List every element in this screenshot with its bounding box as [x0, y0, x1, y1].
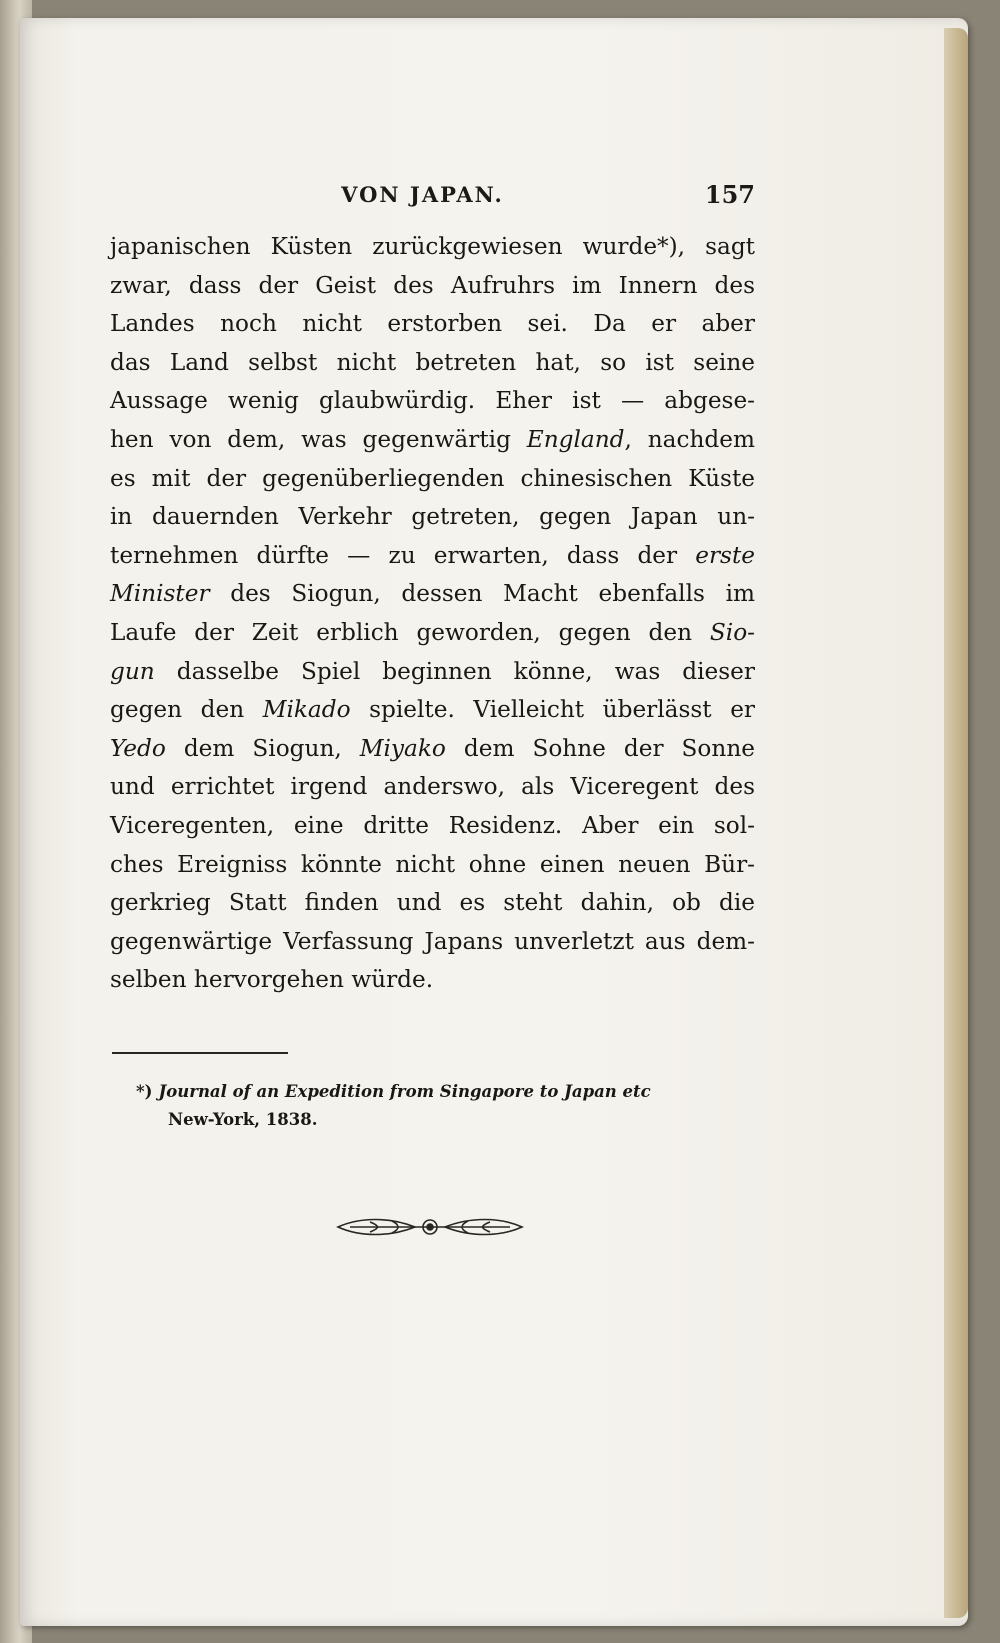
- text-line: ches Ereigniss könnte nicht ohne einen neuen Bür-: [110, 850, 755, 878]
- text-line: hen von dem, was gegenwärtig England, nachdem: [110, 425, 755, 453]
- footnote-rule: [112, 1052, 288, 1054]
- text-line: japanischen Küsten zurückgewiesen wurde*), sagt: [110, 233, 755, 260]
- footnote-citation-line: [136, 1078, 756, 1106]
- page-number: 157: [704, 180, 755, 209]
- text-line: ternehmen dürfte — zu erwarten, dass der erste: [110, 541, 755, 569]
- page-fore-edge: [944, 28, 968, 1618]
- text-line: Viceregenten, eine dritte Residenz. Aber ein sol-: [110, 811, 755, 839]
- italic-term: Mikado: [262, 696, 351, 724]
- italic-term: Yedo: [110, 734, 166, 762]
- italic-term: erste: [695, 541, 755, 569]
- running-title: VON JAPAN.: [341, 182, 504, 207]
- text-line: gerkrieg Statt finden und es steht dahin, ob die: [110, 889, 755, 917]
- footnote-citation: Journal of an Expedition from Singapore to Japan etc: [158, 1082, 651, 1101]
- text-line: Aussage wenig glaubwürdig. Eher ist — abgese-: [110, 387, 755, 415]
- text-line: gegen den Mikado spielte. Vielleicht überlässt er: [110, 696, 755, 724]
- italic-term: England: [526, 425, 625, 453]
- text-line: und errichtet irgend anderswo, als Viceregent des: [110, 773, 755, 801]
- text-line: selben hervorgehen würde.: [110, 966, 434, 994]
- italic-term: Sio-: [709, 618, 755, 646]
- footnote: [136, 1078, 756, 1134]
- text-line: in dauernden Verkehr getreten, gegen Japan un-: [110, 503, 755, 531]
- text-line: zwar, dass der Geist des Aufruhrs im Innern des: [110, 271, 755, 299]
- text-line: es mit der gegenüberliegenden chinesischen Küste: [110, 464, 755, 492]
- italic-term: Miyako: [359, 734, 446, 762]
- text-line: Landes noch nicht erstorben sei. Da er aber: [110, 310, 755, 338]
- footnote-marker: *): [136, 1082, 153, 1101]
- page-header: [90, 170, 755, 214]
- text-line: gegenwärtige Verfassung Japans unverletzt aus dem-: [110, 927, 755, 955]
- text-line: das Land selbst nicht betreten hat, so ist seine: [110, 348, 755, 376]
- italic-term: Minister: [110, 580, 210, 608]
- body-text: [110, 228, 755, 1000]
- text-line: gun dasselbe Spiel beginnen könne, was dieser: [110, 657, 755, 685]
- italic-term: gun: [110, 657, 155, 685]
- text-line: Laufe der Zeit erblich geworden, gegen den Sio-: [110, 618, 755, 646]
- ornament-icon: [330, 1212, 530, 1242]
- text-line: Minister des Siogun, dessen Macht ebenfalls im: [110, 580, 755, 608]
- footnote-place-year: New-York, 1838.: [168, 1110, 318, 1129]
- text-line: Yedo dem Siogun, Miyako dem Sohne der Sonne: [110, 734, 755, 762]
